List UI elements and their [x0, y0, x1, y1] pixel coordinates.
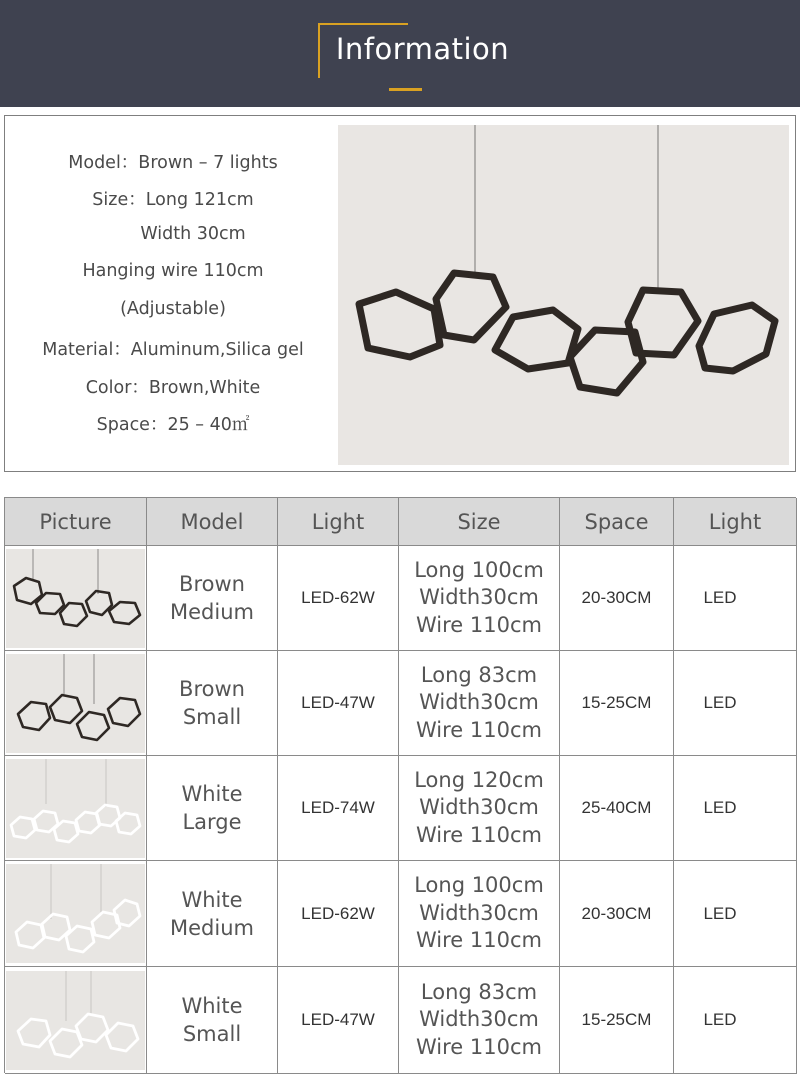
info-header [0, 0, 800, 107]
product-thumbnail [6, 759, 145, 858]
row-model: White Large [147, 756, 278, 861]
column-header-light: Light [278, 498, 399, 546]
row-light: LED-74W [278, 756, 399, 861]
product-thumbnail [6, 654, 145, 753]
product-thumbnail [6, 971, 145, 1070]
row-model: White Medium [147, 861, 278, 967]
row-light: LED-47W [278, 967, 399, 1074]
row-picture [5, 967, 147, 1074]
column-header-model: Model [147, 498, 278, 546]
row-size: Long 83cm Width30cm Wire 110cm [399, 651, 560, 756]
product-thumbnail [6, 864, 145, 963]
row-picture [5, 546, 147, 651]
spec-material: Material：Aluminum,Silica gel [42, 340, 304, 360]
column-header-size: Size [399, 498, 560, 546]
spec-hanging-wire: Hanging wire 110cm [82, 261, 264, 281]
row-light-type: LED [674, 546, 797, 651]
page-title: Information [335, 32, 510, 66]
product-thumbnail [6, 549, 145, 648]
spec-adjustable: (Adjustable) [120, 299, 226, 319]
row-space: 20-30CM [560, 861, 674, 967]
row-light: LED-47W [278, 651, 399, 756]
row-model: White Small [147, 967, 278, 1074]
row-model: Brown Medium [147, 546, 278, 651]
header-underline [389, 88, 422, 91]
row-size: Long 100cm Width30cm Wire 110cm [399, 546, 560, 651]
spec-model: Model：Brown – 7 lights [68, 153, 278, 173]
row-light: LED-62W [278, 546, 399, 651]
row-space: 15-25CM [560, 651, 674, 756]
row-space: 20-30CM [560, 546, 674, 651]
row-picture [5, 861, 147, 967]
row-light-type: LED [674, 651, 797, 756]
row-size: Long 120cm Width30cm Wire 110cm [399, 756, 560, 861]
spec-panel [4, 115, 796, 472]
row-light-type: LED [674, 756, 797, 861]
row-model: Brown Small [147, 651, 278, 756]
column-header-picture: Picture [5, 498, 147, 546]
column-header-light-type: Light [674, 498, 797, 546]
row-light-type: LED [674, 967, 797, 1074]
spec-width: Width 30cm [140, 224, 246, 244]
row-space: 15-25CM [560, 967, 674, 1074]
row-picture [5, 756, 147, 861]
spec-space: Space：25 – 40㎡ [96, 415, 250, 435]
row-picture [5, 651, 147, 756]
row-size: Long 100cm Width30cm Wire 110cm [399, 861, 560, 967]
row-light-type: LED [674, 861, 797, 967]
row-size: Long 83cm Width30cm Wire 110cm [399, 967, 560, 1074]
product-table [4, 497, 796, 1073]
spec-color: Color：Brown,White [85, 378, 261, 398]
row-light: LED-62W [278, 861, 399, 967]
column-header-space: Space [560, 498, 674, 546]
row-space: 25-40CM [560, 756, 674, 861]
product-image [338, 125, 789, 465]
spec-size: Size：Long 121cm [92, 190, 254, 210]
